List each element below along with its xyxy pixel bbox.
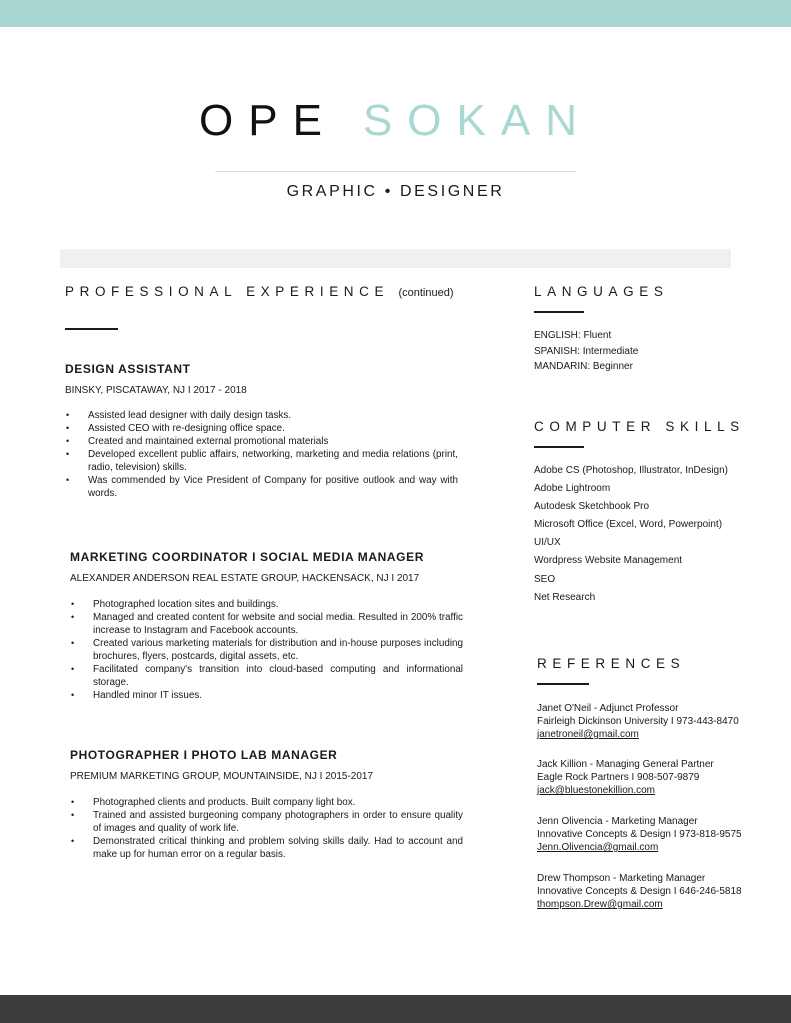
list-item: • Handled minor IT issues. [70,689,463,702]
experience-heading [65,284,454,299]
references-rule [537,683,589,685]
reference-3 [537,815,742,854]
list-item: • Trained and assisted burgeoning company photographers in order to ensure quality of images and quality of work life. [70,809,463,835]
job-1-meta: BINSKY, PISCATAWAY, NJ I 2017 - 2018 [65,385,247,396]
last-name: SOKAN [362,96,592,145]
reference-email-link[interactable]: thompson.Drew@gmail.com [537,899,663,910]
reference-name: Drew Thompson - Marketing Manager [537,873,706,884]
reference-name: Jack Killion - Managing General Partner [537,759,714,770]
languages-heading: LANGUAGES [534,284,669,299]
top-accent-band [0,0,791,27]
list-item: • Managed and created content for website and social media. Resulted in 200% traffic increase to Instagram and Facebook accounts. [70,611,463,637]
list-item: SEO [534,573,556,585]
reference-4 [537,872,742,911]
skills-rule [534,446,584,448]
list-item: MANDARIN: Beginner [534,361,633,372]
job-3-meta: PREMIUM MARKETING GROUP, MOUNTAINSIDE, NJ I 2015-2017 [70,771,374,782]
list-item: • Was commended by Vice President of Company for positive outlook and way with words. [65,474,458,500]
list-item: • Photographed clients and products. Built company light box. [70,796,463,809]
reference-org: Innovative Concepts & Design I 973-818-9575 [537,829,742,840]
job-1-title: DESIGN ASSISTANT [65,362,191,376]
job-3-title: PHOTOGRAPHER I PHOTO LAB MANAGER [70,748,338,762]
list-item: • Photographed location sites and buildings. [70,598,463,611]
job-2-bullets [70,598,463,702]
header-band [60,249,731,268]
languages-rule [534,311,584,313]
list-item: Adobe CS (Photoshop, Illustrator, InDesign) [534,465,728,476]
reference-email-link[interactable]: janetroneil@gmail.com [537,729,639,740]
list-item: • Created and maintained external promotional materials [65,435,458,448]
reference-org: Eagle Rock Partners I 908-507-9879 [537,772,700,783]
job-1-bullets [65,409,458,500]
list-item: • Assisted lead designer with daily design tasks. [65,409,458,422]
list-item: Adobe Lightroom [534,483,611,495]
job-title-heading: GRAPHIC • DESIGNER [286,183,505,200]
skills-heading: COMPUTER SKILLS [534,419,745,434]
footer-band [0,995,791,1023]
reference-name: Janet O'Neil - Adjunct Professor [537,703,679,714]
reference-email-link[interactable]: Jenn.Olivencia@gmail.com [537,842,659,853]
job-3-bullets [70,796,463,861]
reference-org: Fairleigh Dickinson University I 973-443-8470 [537,716,739,727]
list-item: UI/UX [534,537,561,549]
list-item: Net Research [534,591,596,603]
candidate-name [0,96,791,146]
job-2-meta: ALEXANDER ANDERSON REAL ESTATE GROUP, HACKENSACK, NJ I 2017 [70,573,420,584]
reference-org: Innovative Concepts & Design I 646-246-5818 [537,886,742,897]
list-item: ENGLISH: Fluent [534,330,612,341]
languages-list [534,328,638,375]
reference-2 [537,758,714,797]
continued-note: (continued) [398,287,454,299]
reference-1 [537,702,739,741]
experience-heading-text: PROFESSIONAL EXPERIENCE [65,284,390,299]
references-heading: REFERENCES [537,656,686,671]
experience-rule [65,328,118,330]
first-name: OPE [199,96,337,145]
list-item: • Demonstrated critical thinking and problem solving skills daily. Had to account and make up for human error on a regular basis. [70,835,463,861]
job-2-title: MARKETING COORDINATOR I SOCIAL MEDIA MANAGER [70,550,424,564]
skills-list [534,462,728,607]
reference-email-link[interactable]: jack@bluestonekillion.com [537,785,655,796]
list-item: • Developed excellent public affairs, networking, marketing and media relations (print, radio, television) skills. [65,448,458,474]
list-item: • Facilitated company's transition into cloud-based computing and informational storage. [70,663,463,689]
list-item: • Created various marketing materials for distribution and in-house purposes including brochures, flyers, postcards, digital assets, etc. [70,637,463,663]
list-item: Autodesk Sketchbook Pro [534,501,650,513]
reference-name: Jenn Olivencia - Marketing Manager [537,816,698,827]
list-item: SPANISH: Intermediate [534,345,639,357]
list-item: • Assisted CEO with re-designing office space. [65,422,458,435]
list-item: Wordpress Website Management [534,555,683,567]
list-item: Microsoft Office (Excel, Word, Powerpoint) [534,519,723,531]
name-divider [215,171,576,172]
